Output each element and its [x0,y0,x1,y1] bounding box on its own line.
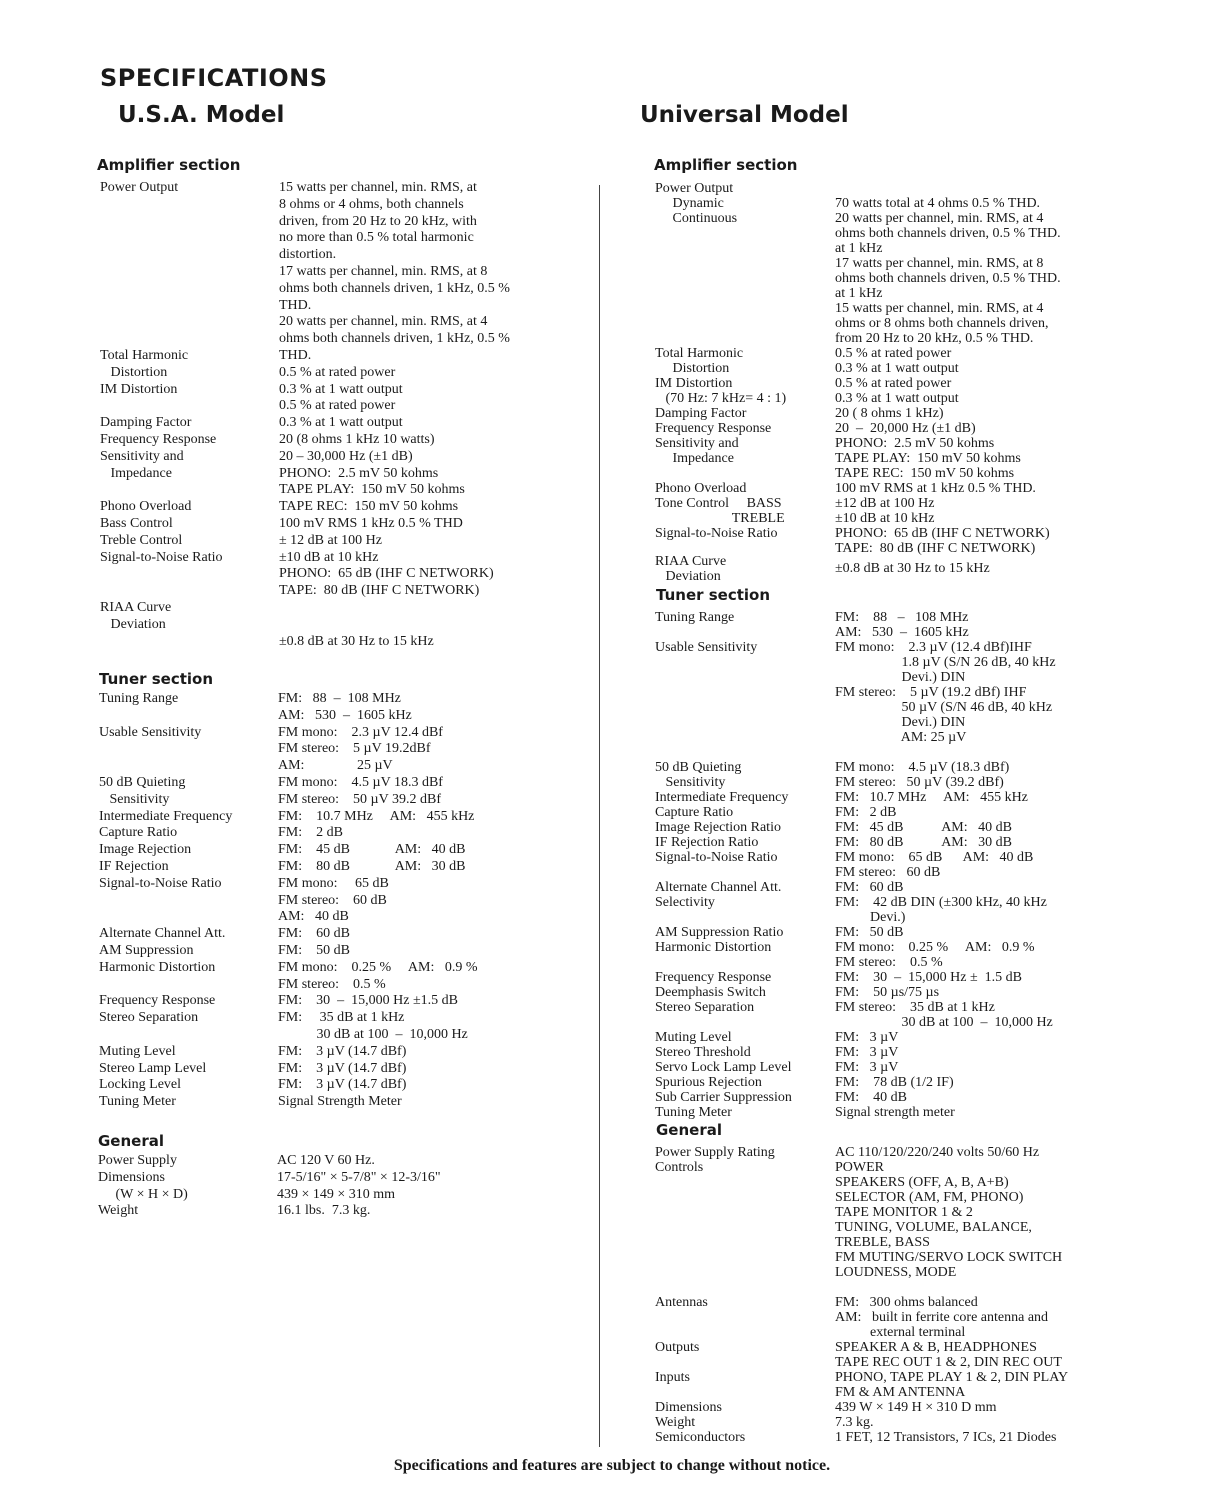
universal-tuner-label-line: Harmonic Distortion [655,940,772,955]
usa-general-label-line: (W × H × D) [98,1186,188,1202]
universal-amp-value-line: TAPE: 80 dB (IHF C NETWORK) [835,541,1036,556]
usa-amp-value-line: PHONO: 2.5 mV 50 kohms [279,465,439,481]
universal-amp-value-line: ±10 dB at 10 kHz [835,511,935,526]
universal-tuner-value-line: AM: 25 µV [835,730,967,745]
universal-general-value-line: AC 110/120/220/240 volts 50/60 Hz [835,1145,1040,1160]
usa-amp-value-line: 8 ohms or 4 ohms, both channels [279,196,464,212]
universal-tuner-value-line: FM stereo: 50 µV (39.2 dBf) [835,775,1004,790]
usa-tuner-label-line: Image Rejection [99,842,192,858]
usa-amp-label-line: Sensitivity and [100,448,184,464]
usa-tuner-label-line: Frequency Response [99,993,216,1009]
universal-general-label-line [655,1265,835,1280]
usa-tuner-value-line: FM: 30 – 15,000 Hz ±1.5 dB [278,993,458,1009]
universal-general-section-heading: General [656,1121,722,1139]
universal-tuner-value-line: Devi.) [835,910,906,925]
universal-tuner-label-line [655,685,835,700]
universal-general-label-line: Dimensions [655,1400,722,1415]
universal-general-value-line: AM: built in ferrite core antenna and [835,1310,1049,1325]
universal-amp-label-line: Total Harmonic [655,346,744,361]
universal-tuner-value-line: FM stereo: 0.5 % [835,955,943,970]
usa-tuner-label-line [99,909,274,926]
usa-tuner-label-line: Usable Sensitivity [99,724,202,740]
universal-amp-label-line: Damping Factor [655,406,747,421]
universal-amp-label-line [655,316,835,331]
usa-tuner-value-line: AM: 530 – 1605 kHz [278,707,412,723]
usa-amp-value-line [279,617,579,634]
universal-amp-label-line: TREBLE [655,511,785,526]
universal-tuner-value-line: FM: 45 dB AM: 40 dB [835,820,1012,835]
usa-amp-label-line [100,214,275,231]
universal-amp-label-line: Dynamic [655,196,724,211]
usa-amp-label-line [100,264,275,281]
universal-tuner-label-line [655,655,835,670]
universal-amp-value-line: TAPE PLAY: 150 mV 50 kohms [835,451,1021,466]
universal-general-value-line: POWER [835,1160,884,1175]
universal-general-value-line: TAPE MONITOR 1 & 2 [835,1205,973,1220]
usa-amp-value-line: THD. [279,297,312,313]
universal-tuner-value-line: Devi.) DIN [835,715,966,730]
universal-tuner-value-line: 50 µV (S/N 46 dB, 40 kHz [835,700,1053,715]
universal-amp-label-line: Distortion [655,361,730,376]
universal-general-value-line: TAPE REC OUT 1 & 2, DIN REC OUT [835,1355,1062,1370]
usa-amp-label-line: Treble Control [100,532,183,548]
universal-tuner-value-line: FM: 10.7 MHz AM: 455 kHz [835,790,1028,805]
universal-amp-value-line: 100 mV RMS at 1 kHz 0.5 % THD. [835,481,1036,496]
usa-tuner-label-line [99,758,274,775]
universal-tuner-label-line: Selectivity [655,895,715,910]
universal-tuner-value-line: AM: 530 – 1605 kHz [835,625,969,640]
universal-riaa-label-line: Deviation [655,569,721,584]
universal-tuner-label-line [655,625,835,640]
usa-general-value-line: AC 120 V 60 Hz. [277,1153,375,1168]
usa-amp-label-line [100,566,275,583]
universal-general-value-line: SPEAKERS (OFF, A, B, A+B) [835,1175,1009,1190]
usa-tuner-value-line: FM: 3 µV (14.7 dBf) [278,1043,407,1059]
universal-tuner-value-line: FM stereo: 35 dB at 1 kHz [835,1000,995,1015]
usa-general-label-line: Dimensions [98,1169,165,1185]
usa-amp-label-line: IM Distortion [100,381,178,397]
usa-amp-label-line: Signal-to-Noise Ratio [100,549,223,565]
universal-general-value-line: FM & AM ANTENNA [835,1385,966,1400]
usa-amp-value-line: no more than 0.5 % total harmonic [279,230,474,246]
usa-amp-label-line: Total Harmonic [100,347,189,363]
usa-tuner-value-line: AM: 25 µV [278,758,393,774]
universal-general-label-line: Outputs [655,1340,700,1355]
usa-amp-label-line: Damping Factor [100,415,192,431]
universal-general-value-line: external terminal [835,1325,966,1340]
universal-tuner-value-line: FM: 3 µV [835,1030,899,1045]
universal-general-value-line: FM MUTING/SERVO LOCK SWITCH [835,1250,1063,1265]
usa-tuner-label-line: IF Rejection [99,858,169,874]
usa-amp-label-line [100,583,275,600]
usa-tuner-value-line: FM: 3 µV (14.7 dBf) [278,1077,407,1093]
universal-amp-label-line: IM Distortion [655,376,733,391]
usa-amp-label-line: Distortion [100,364,168,380]
usa-tuner-label-line: Harmonic Distortion [99,959,216,975]
universal-tuner-value-line: FM: 88 – 108 MHz [835,610,969,625]
universal-general-label-line: Weight [655,1415,696,1430]
usa-tuner-label-line: AM Suppression [99,942,194,958]
usa-amp-label-line [100,482,275,499]
universal-tuner-value-line: 30 dB at 100 – 10,000 Hz [835,1015,1053,1030]
universal-tuner-value-line: FM: 3 µV [835,1045,899,1060]
universal-tuner-value-line: FM: 2 dB [835,805,897,820]
usa-amp-value-line: TAPE: 80 dB (IHF C NETWORK) [279,583,480,599]
universal-general-value-line: SPEAKER A & B, HEADPHONES [835,1340,1037,1355]
usa-amp-value-line: ± 12 dB at 100 Hz [279,532,382,548]
universal-amp-label-line [655,226,835,241]
usa-tuner-value-line: FM mono: 0.25 % AM: 0.9 % [278,959,478,975]
usa-tuner-value-line: FM stereo: 50 µV 39.2 dBf [278,791,441,807]
usa-tuner-label-line: Signal-to-Noise Ratio [99,875,222,891]
universal-tuner-label-line: Sub Carrier Suppression [655,1090,792,1105]
universal-tuner-value-line: FM mono: 4.5 µV (18.3 dBf) [835,760,1010,775]
universal-tuner-label-line [655,700,835,715]
usa-tuner-label-line [99,741,274,758]
usa-general-value-line: 439 × 149 × 310 mm [277,1186,396,1202]
universal-general-value-line: 1 FET, 12 Transistors, 7 ICs, 21 Diodes [835,1430,1057,1445]
universal-tuner-value-line: 1.8 µV (S/N 26 dB, 40 kHz [835,655,1056,670]
usa-tuner-label-line: Locking Level [99,1077,182,1093]
universal-tuner-value-line: FM: 78 dB (1/2 IF) [835,1075,954,1090]
footer-notice: Specifications and features are subject to change without notice. [393,1457,831,1474]
usa-amp-label-line: Impedance [100,465,172,481]
universal-amp-label-line: Frequency Response [655,421,772,436]
usa-amp-value-line: TAPE PLAY: 150 mV 50 kohms [279,482,465,498]
universal-amp-label-line [655,331,835,346]
universal-tuner-value-line: FM stereo: 60 dB [835,865,941,880]
universal-general-label-line [655,1250,835,1265]
universal-amp-label-line [655,256,835,271]
usa-tuner-value-line: FM mono: 2.3 µV 12.4 dBf [278,724,443,740]
usa-tuner-label-line [99,977,274,994]
usa-amp-value-line: 100 mV RMS 1 kHz 0.5 % THD [279,515,463,531]
universal-general-values [835,1145,1135,1445]
universal-tuner-label-line: Stereo Separation [655,1000,755,1015]
usa-tuner-value-line: FM: 60 dB [278,926,350,942]
usa-amp-value-line: 0.5 % at rated power [279,398,396,414]
universal-amp-value-line: 0.3 % at 1 watt output [835,391,959,406]
universal-tuner-label-line: Alternate Channel Att. [655,880,782,895]
universal-tuner-label-line [655,745,835,760]
universal-general-label-line [655,1175,835,1190]
universal-amp-value-line: 70 watts total at 4 ohms 0.5 % THD. [835,196,1041,211]
usa-amp-label-line: Deviation [100,616,166,632]
usa-tuner-value-line: FM: 2 dB [278,825,343,841]
usa-tuner-label-line: Muting Level [99,1043,176,1059]
universal-tuner-value-line: FM: 40 dB [835,1090,907,1105]
universal-amp-value-line: ±12 dB at 100 Hz [835,496,935,511]
usa-amp-value-line: 20 – 30,000 Hz (±1 dB) [279,448,413,464]
universal-tuner-label-line [655,730,835,745]
usa-amp-value-line: 0.5 % at rated power [279,364,396,380]
universal-general-label-line: Semiconductors [655,1430,746,1445]
usa-general-value-line: 16.1 lbs. 7.3 kg. [277,1203,371,1219]
usa-model-heading: U.S.A. Model [118,102,285,128]
universal-amp-label-line [655,466,835,481]
universal-tuner-values [835,610,1135,1120]
usa-amp-value-line: PHONO: 65 dB (IHF C NETWORK) [279,566,494,582]
universal-tuner-value-line: FM: 60 dB [835,880,904,895]
universal-tuner-value-line: Devi.) DIN [835,670,966,685]
universal-general-label-line [655,1310,835,1325]
universal-amp-value-line: 20 ( 8 ohms 1 kHz) [835,406,944,421]
usa-amp-value-line: distortion. [279,247,337,263]
usa-amp-label-line [100,298,275,315]
universal-amp-labels [655,181,835,556]
usa-tuner-value-line: FM: 50 dB [278,942,350,958]
universal-tuner-label-line [655,670,835,685]
universal-riaa-label-line: RIAA Curve [655,554,727,569]
universal-tuner-section-heading: Tuner section [656,586,771,604]
usa-amp-label-line [100,398,275,415]
universal-tuner-value-line: FM mono: 65 dB AM: 40 dB [835,850,1034,865]
universal-general-value-line: FM: 300 ohms balanced [835,1295,978,1310]
universal-general-label-line [655,1355,835,1370]
universal-riaa-value: ±0.8 dB at 30 Hz to 15 kHz [835,561,990,576]
universal-amp-label-line [655,286,835,301]
usa-amp-value-line: ohms both channels driven, 1 kHz, 0.5 % [279,331,510,347]
usa-tuner-label-line: Stereo Lamp Level [99,1060,207,1076]
universal-tuner-label-line: Stereo Threshold [655,1045,751,1060]
usa-amp-value-line: 0.3 % at 1 watt output [279,415,403,431]
universal-model-heading: Universal Model [640,102,849,128]
universal-tuner-value-line: FM: 50 µs/75 µs [835,985,940,1000]
usa-tuner-value-line: FM: 45 dB AM: 40 dB [278,842,466,858]
usa-amp-value-line: 0.3 % at 1 watt output [279,381,403,397]
universal-tuner-label-line [655,1015,835,1030]
usa-amp-label-line [100,314,275,331]
usa-tuner-value-line: FM stereo: 0.5 % [278,976,386,992]
universal-amp-value-line: 17 watts per channel, min. RMS, at 8 [835,256,1044,271]
usa-amp-label-line: Bass Control [100,515,173,531]
usa-amp-value-line: 15 watts per channel, min. RMS, at [279,180,477,195]
usa-tuner-value-line: FM: 80 dB AM: 30 dB [278,858,466,874]
universal-general-label-line [655,1235,835,1250]
usa-amp-value-line: TAPE REC: 150 mV 50 kohms [279,499,459,515]
universal-amp-label-line: Signal-to-Noise Ratio [655,526,778,541]
usa-tuner-value-line: FM: 35 dB at 1 kHz [278,1010,405,1026]
universal-amp-value-line: at 1 kHz [835,286,883,301]
universal-amp-label-line [655,301,835,316]
universal-general-labels [655,1145,835,1445]
universal-tuner-label-line: Servo Lock Lamp Level [655,1060,792,1075]
usa-amp-value-line: 20 (8 ohms 1 kHz 10 watts) [279,431,435,447]
universal-general-value-line: TREBLE, BASS [835,1235,930,1250]
usa-general-values [277,1153,577,1220]
universal-amp-value-line: 0.5 % at rated power [835,376,952,391]
universal-riaa-label [655,554,835,584]
usa-tuner-label-line [99,893,274,910]
universal-tuner-value-line: FM: 30 – 15,000 Hz ± 1.5 dB [835,970,1022,985]
page-title: SPECIFICATIONS [100,64,328,92]
universal-amp-values [835,181,1135,556]
usa-amp-value-line: ohms both channels driven, 1 kHz, 0.5 % [279,280,510,296]
usa-tuner-value-line: FM stereo: 60 dB [278,892,387,908]
universal-tuner-label-line [655,865,835,880]
usa-tuner-value-line: FM: 10.7 MHz AM: 455 kHz [278,808,475,824]
universal-general-label-line [655,1280,835,1295]
universal-amplifier-section-heading: Amplifier section [654,156,798,174]
universal-general-value-line: SELECTOR (AM, FM, PHONO) [835,1190,1024,1205]
usa-tuner-value-line: 30 dB at 100 – 10,000 Hz [278,1026,468,1042]
usa-tuner-value-line: FM stereo: 5 µV 19.2dBf [278,741,431,757]
universal-tuner-label-line: Tuning Meter [655,1105,732,1120]
usa-amp-labels [100,180,275,634]
universal-general-label-line [655,1205,835,1220]
universal-amp-value-line: 20 – 20,000 Hz (±1 dB) [835,421,976,436]
universal-tuner-label-line: Image Rejection Ratio [655,820,781,835]
universal-general-label-line: Controls [655,1160,704,1175]
usa-amp-label-line [100,247,275,264]
universal-amp-label-line: Sensitivity and [655,436,739,451]
universal-amp-label-line: Power Output [655,181,734,196]
usa-general-section-heading: General [98,1132,164,1150]
universal-amp-label-line [655,271,835,286]
universal-general-value-line: TUNING, VOLUME, BALANCE, [835,1220,1032,1235]
usa-tuner-value-line: FM mono: 4.5 µV 18.3 dBf [278,774,443,790]
universal-general-value-line: PHONO, TAPE PLAY 1 & 2, DIN PLAY [835,1370,1069,1385]
universal-tuner-value-line [835,745,1135,760]
universal-amp-value-line: ohms both channels driven, 0.5 % THD. [835,271,1061,286]
universal-general-value-line: LOUDNESS, MODE [835,1265,957,1280]
universal-amp-label-line: Phono Overload [655,481,747,496]
universal-amp-value-line: 15 watts per channel, min. RMS, at 4 [835,301,1044,316]
universal-tuner-label-line: AM Suppression Ratio [655,925,784,940]
usa-tuner-value-line: Signal Strength Meter [278,1094,402,1110]
universal-amp-value-line: ohms both channels driven, 0.5 % THD. [835,226,1061,241]
usa-tuner-labels [99,691,274,1111]
universal-general-label-line [655,1325,835,1340]
universal-tuner-labels [655,610,835,1120]
universal-general-label-line: Antennas [655,1295,708,1310]
universal-tuner-label-line: 50 dB Quieting [655,760,742,775]
universal-general-label-line: Inputs [655,1370,690,1385]
universal-tuner-label-line: Deemphasis Switch [655,985,766,1000]
usa-tuner-label-line: Capture Ratio [99,825,178,841]
usa-amp-value-line: 17 watts per channel, min. RMS, at 8 [279,263,488,279]
universal-general-value-line: 439 W × 149 H × 310 D mm [835,1400,997,1415]
universal-tuner-label-line: Tuning Range [655,610,735,625]
usa-amplifier-section-heading: Amplifier section [97,156,241,174]
universal-tuner-value-line: FM: 42 dB DIN (±300 kHz, 40 kHz [835,895,1047,910]
usa-general-labels [98,1153,273,1220]
universal-tuner-value-line: Signal strength meter [835,1105,955,1120]
usa-tuner-section-heading: Tuner section [99,670,214,688]
usa-amp-label-line: Power Output [100,180,179,195]
usa-amp-label-line: RIAA Curve [100,599,172,615]
universal-tuner-value-line: FM: 50 dB [835,925,904,940]
usa-amp-value-line: ±0.8 dB at 30 Hz to 15 kHz [279,633,434,649]
usa-amp-value-line [279,600,579,617]
usa-tuner-label-line: Tuning Range [99,691,179,706]
universal-general-value-line [835,1280,1135,1295]
usa-amp-value-line: THD. [279,347,312,363]
universal-amp-value-line: 20 watts per channel, min. RMS, at 4 [835,211,1044,226]
universal-amp-value-line [835,181,1135,196]
universal-tuner-label-line: Frequency Response [655,970,772,985]
usa-tuner-label-line [99,1027,274,1044]
universal-amp-label-line [655,241,835,256]
universal-tuner-label-line [655,910,835,925]
usa-tuner-value-line: FM: 3 µV (14.7 dBf) [278,1060,407,1076]
universal-amp-value-line: 0.5 % at rated power [835,346,952,361]
column-divider [599,185,600,1447]
usa-tuner-values [278,691,578,1111]
universal-tuner-label-line: Sensitivity [655,775,726,790]
usa-tuner-value-line: FM: 88 – 108 MHz [278,691,401,706]
usa-amp-value-line: 20 watts per channel, min. RMS, at 4 [279,314,488,330]
universal-amp-label-line: Tone Control BASS [655,496,782,511]
usa-general-label-line: Power Supply [98,1153,177,1168]
universal-tuner-value-line: FM mono: 2.3 µV (12.4 dBf)IHF [835,640,1032,655]
usa-tuner-value-line: FM mono: 65 dB [278,875,389,891]
universal-amp-label-line: (70 Hz: 7 kHz= 4 : 1) [655,391,787,406]
universal-amp-label-line: Impedance [655,451,734,466]
usa-general-value-line: 17-5/16" × 5-7/8" × 12-3/16" [277,1169,441,1185]
usa-amp-label-line [100,230,275,247]
universal-amp-value-line: ohms or 8 ohms both channels driven, [835,316,1049,331]
universal-amp-value-line: at 1 kHz [835,241,883,256]
universal-amp-value-line: TAPE REC: 150 mV 50 kohms [835,466,1015,481]
universal-tuner-value-line: FM: 80 dB AM: 30 dB [835,835,1012,850]
universal-tuner-label-line: Capture Ratio [655,805,734,820]
universal-general-label-line: Power Supply Rating [655,1145,775,1160]
universal-amp-label-line: Continuous [655,211,738,226]
usa-general-label-line: Weight [98,1203,139,1219]
usa-amp-label-line [100,281,275,298]
universal-general-label-line [655,1385,835,1400]
usa-tuner-label-line: Sensitivity [99,791,170,807]
universal-tuner-label-line: Signal-to-Noise Ratio [655,850,778,865]
usa-amp-value-line: ±10 dB at 10 kHz [279,549,379,565]
universal-general-value-line: 7.3 kg. [835,1415,874,1430]
universal-amp-value-line: 0.3 % at 1 watt output [835,361,959,376]
usa-tuner-label-line: Intermediate Frequency [99,808,233,824]
universal-tuner-label-line: Muting Level [655,1030,732,1045]
universal-amp-value-line: PHONO: 65 dB (IHF C NETWORK) [835,526,1050,541]
universal-tuner-value-line: FM: 3 µV [835,1060,899,1075]
usa-tuner-label-line: 50 dB Quieting [99,774,186,790]
usa-amp-label-line: Phono Overload [100,499,192,515]
usa-amp-values [279,180,579,650]
usa-amp-value-line: driven, from 20 Hz to 20 kHz, with [279,213,477,229]
universal-amp-value-line: PHONO: 2.5 mV 50 kohms [835,436,995,451]
universal-tuner-label-line [655,955,835,970]
universal-tuner-label-line: Spurious Rejection [655,1075,762,1090]
universal-tuner-value-line: FM mono: 0.25 % AM: 0.9 % [835,940,1035,955]
universal-general-label-line [655,1220,835,1235]
usa-tuner-label-line [99,708,274,725]
usa-amp-label-line: Frequency Response [100,431,217,447]
universal-tuner-label-line: Intermediate Frequency [655,790,789,805]
usa-tuner-value-line: AM: 40 dB [278,909,349,925]
usa-tuner-label-line: Tuning Meter [99,1094,176,1110]
universal-amp-value-line: from 20 Hz to 20 kHz, 0.5 % THD. [835,331,1034,346]
usa-tuner-label-line: Stereo Separation [99,1010,199,1026]
universal-tuner-value-line: FM stereo: 5 µV (19.2 dBf) IHF [835,685,1027,700]
universal-general-label-line [655,1190,835,1205]
usa-amp-label-line [100,331,275,348]
usa-tuner-label-line: Alternate Channel Att. [99,926,226,942]
universal-tuner-label-line: Usable Sensitivity [655,640,758,655]
universal-tuner-label-line [655,715,835,730]
universal-tuner-label-line: IF Rejection Ratio [655,835,759,850]
usa-amp-label-line [100,197,275,214]
